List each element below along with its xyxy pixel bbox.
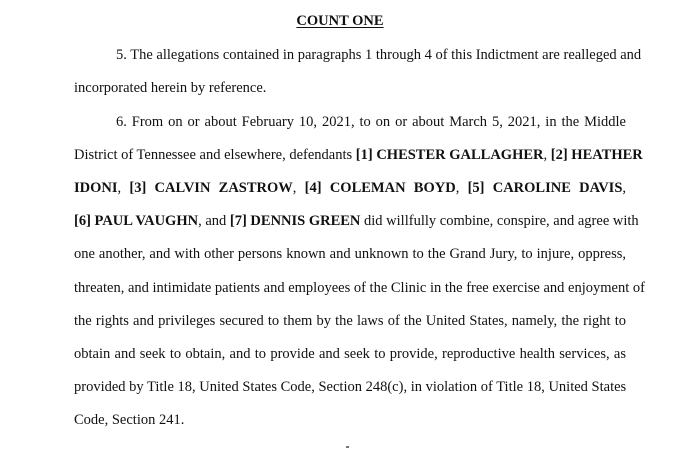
separator: , bbox=[543, 147, 551, 163]
scan-mark bbox=[346, 446, 349, 448]
separator: , bbox=[622, 180, 627, 196]
paragraph-6-line-3 bbox=[74, 179, 626, 197]
paragraph-6-line-1: 6. From on or about February 10, 2021, to on or about March 5, 2021, in the Middle bbox=[116, 114, 626, 130]
defendant-2-last: IDONI bbox=[74, 180, 118, 196]
defendant-4: [4] COLEMAN BOYD bbox=[304, 180, 456, 196]
defendant-1: [1] CHESTER GALLAGHER bbox=[355, 147, 544, 163]
paragraph-6-line-10: Code, Section 241. bbox=[74, 412, 185, 428]
count-heading: COUNT ONE bbox=[296, 13, 384, 29]
paragraph-6-line-6: threaten, and intimidate patients and employees of the Clinic in the free exercise and enjoyment of bbox=[74, 280, 645, 296]
separator: , bbox=[292, 180, 305, 196]
defendant-5: [5] CAROLINE DAVIS bbox=[467, 180, 623, 196]
paragraph-6-line-8: obtain and seek to obtain, and to provide and seek to provide, reproductive health services, as bbox=[74, 346, 626, 362]
paragraph-6-line-9: provided by Title 18, United States Code, Section 248(c), in violation of Title 18, United States bbox=[74, 379, 627, 395]
defendant-7: [7] DENNIS GREEN bbox=[229, 213, 361, 229]
paragraph-6-line-2 bbox=[74, 146, 643, 164]
paragraph-6-line-4 bbox=[74, 212, 639, 230]
paragraph-5-line-2: incorporated herein by reference. bbox=[74, 80, 267, 96]
separator: , bbox=[117, 180, 130, 196]
separator: , bbox=[455, 180, 468, 196]
paragraph-6-line-7: the rights and privileges secured to them by the laws of the United States, namely, the right to bbox=[74, 313, 626, 329]
defendant-2-first: [2] HEATHER bbox=[550, 147, 643, 163]
line-4-text-1: , and bbox=[198, 213, 230, 229]
defendant-3: [3] CALVIN ZASTROW bbox=[129, 180, 293, 196]
line-4-text-2: did willfully combine, conspire, and agree with bbox=[360, 213, 639, 229]
paragraph-5-line-1: 5. The allegations contained in paragraphs 1 through 4 of this Indictment are realleged and bbox=[116, 47, 642, 63]
line-2-text: District of Tennessee and elsewhere, defendants bbox=[74, 147, 356, 163]
defendant-6: [6] PAUL VAUGHN bbox=[74, 213, 199, 229]
paragraph-6-line-5: one another, and with other persons known and unknown to the Grand Jury, to injure, oppress, bbox=[74, 246, 626, 262]
